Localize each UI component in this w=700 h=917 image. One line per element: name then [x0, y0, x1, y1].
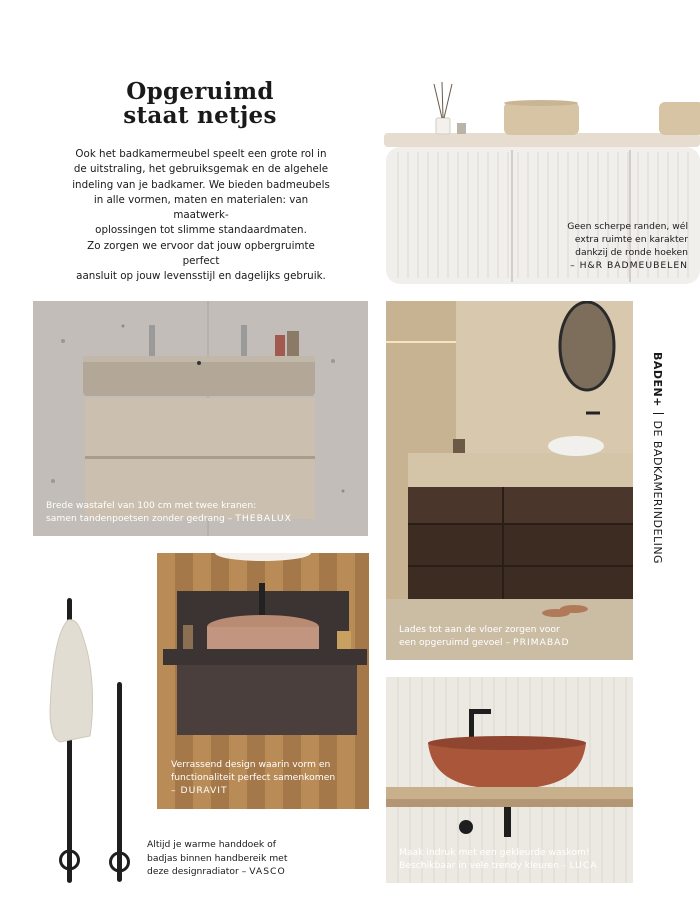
- photo-thebalux: [33, 301, 368, 536]
- section-label: DE BADKAMERINDELING: [651, 420, 664, 565]
- brand-label: BADEN+: [651, 352, 664, 407]
- photo-hr-badmeubel: [384, 78, 700, 284]
- page-title: Opgeruimd staat netjes: [123, 78, 277, 129]
- photo-luca: [386, 677, 633, 883]
- primabad-illustration: [386, 301, 633, 660]
- caption-primabad: Lades tot aan de vloer zorgen voor een opgeruimd gevoel – PRIMABAD: [399, 624, 570, 648]
- photo-duravit: [157, 553, 369, 809]
- section-sidebar: [648, 352, 668, 567]
- vasco-radiator-illustration: [40, 590, 140, 890]
- intro-paragraph: Ook het badkamermeubel speelt een grote rol in de uitstraling, het gebruiksgemak en de algehele indeling van je badkamer. We bieden badmeubels in alle vormen, maten en materialen: van maatwerk- oplossingen tot slimme standaardmaten. Zo zorgen we ervoor dat jouw opbergruimte perfect aansluit op jouw levensstijl en dagelijks gebruik.: [72, 148, 330, 283]
- caption-hr-badmeubelen: Geen scherpe randen, wél extra ruimte en karakter dankzij de ronde hoeken – H&R BADMEUBELEN: [567, 221, 688, 271]
- separator: [653, 413, 664, 415]
- caption-luca: Maak indruk met een gekleurde waskom! Beschikbaar in vele trendy kleuren – LUCA: [399, 847, 598, 871]
- caption-thebalux: Brede wastafel van 100 cm met twee kranen: samen tandenpoetsen zonder gedrang – THEBALUX: [46, 500, 292, 524]
- caption-vasco: Altijd je warme handdoek of badjas binnen handbereik met deze designradiator – VASCO: [147, 839, 288, 877]
- caption-duravit: Verrassend design waarin vorm en functionaliteit perfect samenkomen – DURAVIT: [171, 759, 336, 796]
- photo-primabad: [386, 301, 633, 660]
